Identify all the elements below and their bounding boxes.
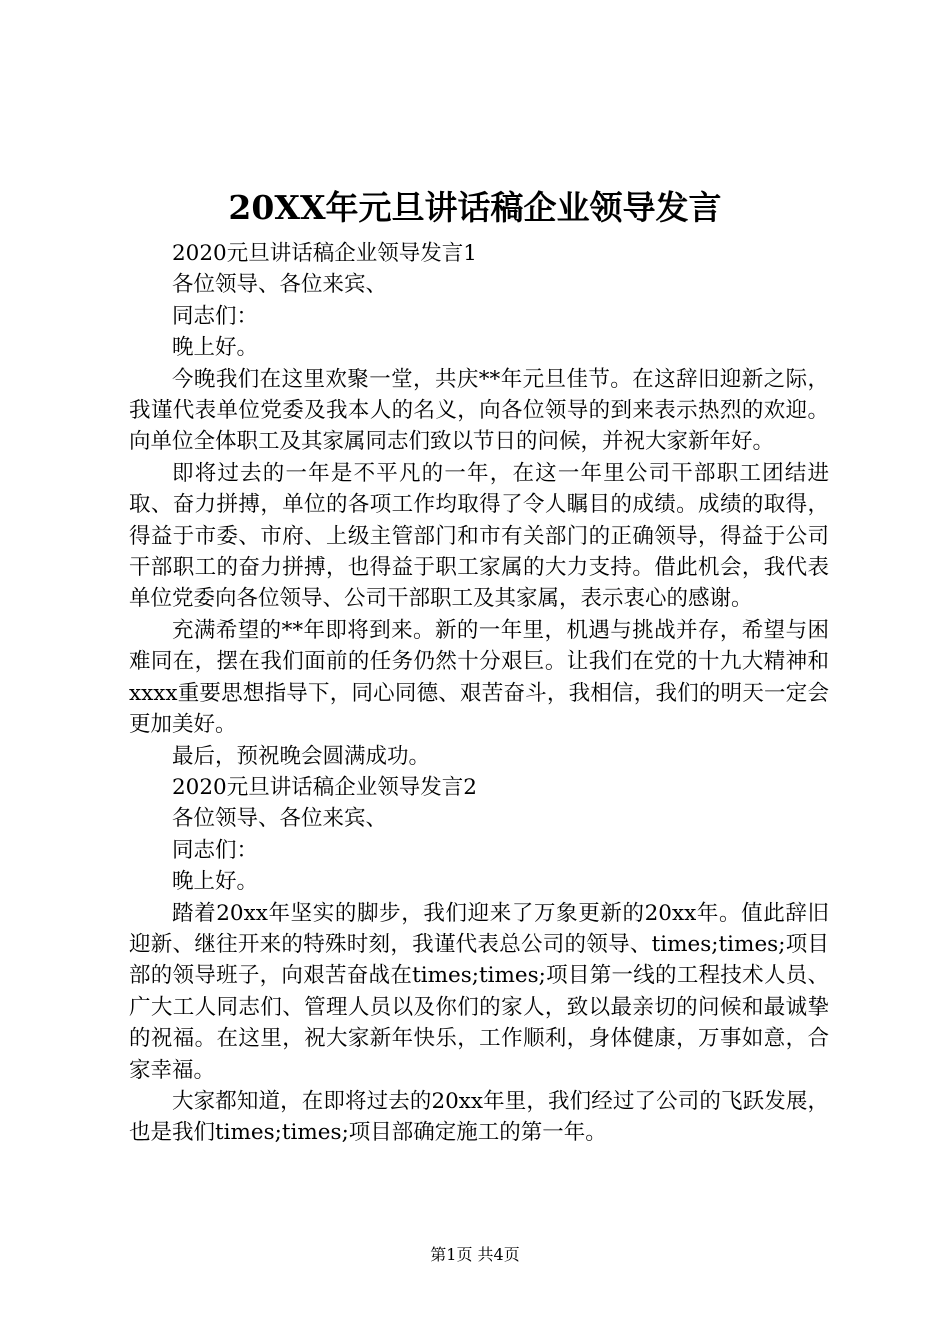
paragraph-greeting: 晚上好。 [172, 869, 259, 895]
paragraph-heading-2: 2020元旦讲话稿企业领导发言2 [172, 774, 477, 800]
paragraph-heading-1: 2020元旦讲话稿企业领导发言1 [172, 241, 477, 266]
paragraph-body: 即将过去的一年是不平凡的一年，在这一年里公司干部职工团结进取、奋力拼搏，单位的各项工作均取得了令人瞩目的成绩。成绩的取得，得益于市委、市府、上级主管部门和市有关部门的正确领导，得益于公司干部职工的奋力拼搏，也得益于职工家属的大力支持。借此机会，我代表单位党委向各位领导、公司干部职工及其家属，表示衷心的感谢。 [129, 460, 829, 612]
paragraph-body: 充满希望的**年即将到来。新的一年里，机遇与挑战并存，希望与困难同在，摆在我们面前的任务仍然十分艰巨。让我们在党的十九大精神和xxxx重要思想指导下，同心同德、艰苦奋斗，我相信，我们的明天一定会更加美好。 [129, 617, 829, 738]
paragraph-salutation: 同志们： [172, 303, 259, 329]
paragraph-body: 今晚我们在这里欢聚一堂，共庆**年元旦佳节。在这辞旧迎新之际，我谨代表单位党委及我本人的名义，向各位领导的到来表示热烈的欢迎。向单位全体职工及其家属同志们致以节日的问候，并祝大家新年好。 [129, 366, 829, 455]
paragraph-salutation: 各位领导、各位来宾、 [172, 806, 388, 832]
document-title: 20XX年元旦讲话稿企业领导发言 [228, 188, 722, 227]
paragraph-salutation: 各位领导、各位来宾、 [172, 272, 388, 298]
paragraph-salutation: 同志们： [172, 837, 259, 863]
paragraph-closing: 最后，预祝晚会圆满成功。 [172, 743, 431, 769]
paragraph-greeting: 晚上好。 [172, 335, 259, 361]
paragraph-body: 踏着20xx年坚实的脚步，我们迎来了万象更新的20xx年。值此辞旧迎新、继往开来的特殊时刻，我谨代表总公司的领导、times;times;项目部的领导班子，向艰苦奋战在times;times;项目第一线的工程技术人员、广大工人同志们、管理人员以及你们的家人，致以最亲切的问候和最诚挚的祝福。在这里，祝大家新年快乐，工作顺利，身体健康，万事如意，合家幸福。 [129, 900, 829, 1083]
paragraph-body: 大家都知道，在即将过去的20xx年里，我们经过了公司的飞跃发展，也是我们times;times;项目部确定施工的第一年。 [129, 1088, 829, 1146]
page-footer: 第1页 共4页 [430, 1245, 520, 1264]
document-body [129, 238, 829, 1149]
